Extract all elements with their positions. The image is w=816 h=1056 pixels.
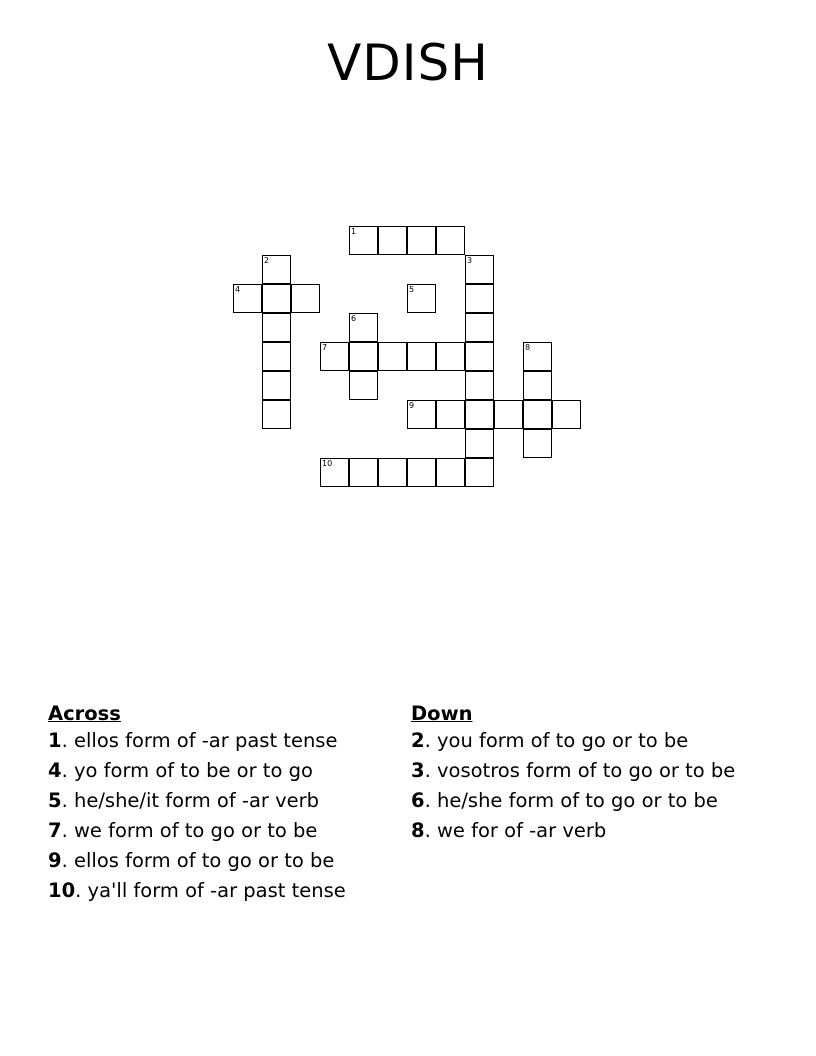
grid-cell[interactable] (349, 226, 378, 255)
clue-number: 9 (48, 849, 62, 872)
cell-number: 5 (409, 285, 415, 294)
grid-cell[interactable] (523, 400, 552, 429)
clue-text: you form of to go or to be (436, 729, 689, 752)
grid-cell[interactable] (407, 342, 436, 371)
clue-across-4: 4. yo form of to be or to go (48, 759, 313, 782)
clue-text: we for of -ar verb (436, 819, 607, 842)
clue-down-8: 8. we for of -ar verb (411, 819, 607, 842)
clue-text: yo form of to be or to go (73, 759, 313, 782)
grid-cell[interactable] (262, 313, 291, 342)
cell-number: 1 (351, 227, 357, 236)
clue-number: 6 (411, 789, 425, 812)
cell-number: 2 (264, 256, 270, 265)
clue-across-9: 9. ellos form of to go or to be (48, 849, 335, 872)
grid-cell[interactable] (465, 371, 494, 400)
grid-cell[interactable] (465, 400, 494, 429)
grid-cell[interactable] (378, 342, 407, 371)
clue-down-3: 3. vosotros form of to go or to be (411, 759, 736, 782)
grid-cell[interactable] (378, 226, 407, 255)
grid-cell[interactable] (407, 400, 436, 429)
grid-cell[interactable] (378, 458, 407, 487)
grid-cell[interactable] (407, 226, 436, 255)
clue-text: ellos form of -ar past tense (73, 729, 338, 752)
grid-cell[interactable] (523, 342, 552, 371)
clue-number: 10 (48, 879, 76, 902)
grid-cell[interactable] (523, 371, 552, 400)
grid-cell[interactable] (262, 284, 291, 313)
across-clues (48, 702, 393, 909)
clue-number: 4 (48, 759, 62, 782)
grid-cell[interactable] (349, 458, 378, 487)
grid-cell[interactable] (465, 458, 494, 487)
grid-cell[interactable] (349, 342, 378, 371)
grid-cell[interactable] (407, 284, 436, 313)
cell-number: 8 (525, 343, 531, 352)
clue-down-6: 6. he/she form of to go or to be (411, 789, 718, 812)
clue-across-1: 1. ellos form of -ar past tense (48, 729, 338, 752)
clue-number: 5 (48, 789, 62, 812)
grid-cell[interactable] (465, 342, 494, 371)
grid-cell[interactable] (465, 284, 494, 313)
crossword-grid (0, 0, 816, 520)
cell-number: 4 (235, 285, 241, 294)
grid-cell[interactable] (465, 255, 494, 284)
grid-cell[interactable] (320, 458, 349, 487)
grid-cell[interactable] (436, 400, 465, 429)
grid-cell[interactable] (262, 371, 291, 400)
grid-cell[interactable] (291, 284, 320, 313)
grid-cell[interactable] (262, 342, 291, 371)
across-heading: Across (48, 702, 121, 725)
cell-number: 3 (467, 256, 473, 265)
grid-cell[interactable] (233, 284, 262, 313)
grid-cell[interactable] (262, 400, 291, 429)
clue-text: he/she form of to go or to be (436, 789, 718, 812)
grid-cell[interactable] (494, 400, 523, 429)
clue-across-5: 5. he/she/it form of -ar verb (48, 789, 320, 812)
clue-number: 2 (411, 729, 425, 752)
grid-cell[interactable] (262, 255, 291, 284)
clue-down-2: 2. you form of to go or to be (411, 729, 689, 752)
grid-cell[interactable] (465, 429, 494, 458)
clue-across-7: 7. we form of to go or to be (48, 819, 318, 842)
grid-cell[interactable] (465, 313, 494, 342)
clue-text: we form of to go or to be (73, 819, 318, 842)
grid-cell[interactable] (552, 400, 581, 429)
cell-number: 10 (322, 459, 333, 468)
down-heading: Down (411, 702, 473, 725)
cell-number: 7 (322, 343, 328, 352)
cell-number: 9 (409, 401, 415, 410)
clue-across-10: 10. ya'll form of -ar past tense (48, 879, 346, 902)
clue-text: ellos form of to go or to be (73, 849, 335, 872)
grid-cell[interactable] (349, 371, 378, 400)
clue-number: 7 (48, 819, 62, 842)
grid-cell[interactable] (407, 458, 436, 487)
clue-text: vosotros form of to go or to be (436, 759, 736, 782)
clue-number: 3 (411, 759, 425, 782)
clue-number: 8 (411, 819, 425, 842)
cell-number: 6 (351, 314, 357, 323)
grid-cell[interactable] (320, 342, 349, 371)
grid-cell[interactable] (436, 458, 465, 487)
clue-text: ya'll form of -ar past tense (87, 879, 346, 902)
down-clues (411, 702, 741, 849)
clue-text: he/she/it form of -ar verb (73, 789, 320, 812)
page-title: VDISH (327, 34, 489, 92)
grid-cell[interactable] (436, 226, 465, 255)
clue-number: 1 (48, 729, 62, 752)
grid-cell[interactable] (523, 429, 552, 458)
grid-cell[interactable] (436, 342, 465, 371)
grid-cell[interactable] (349, 313, 378, 342)
